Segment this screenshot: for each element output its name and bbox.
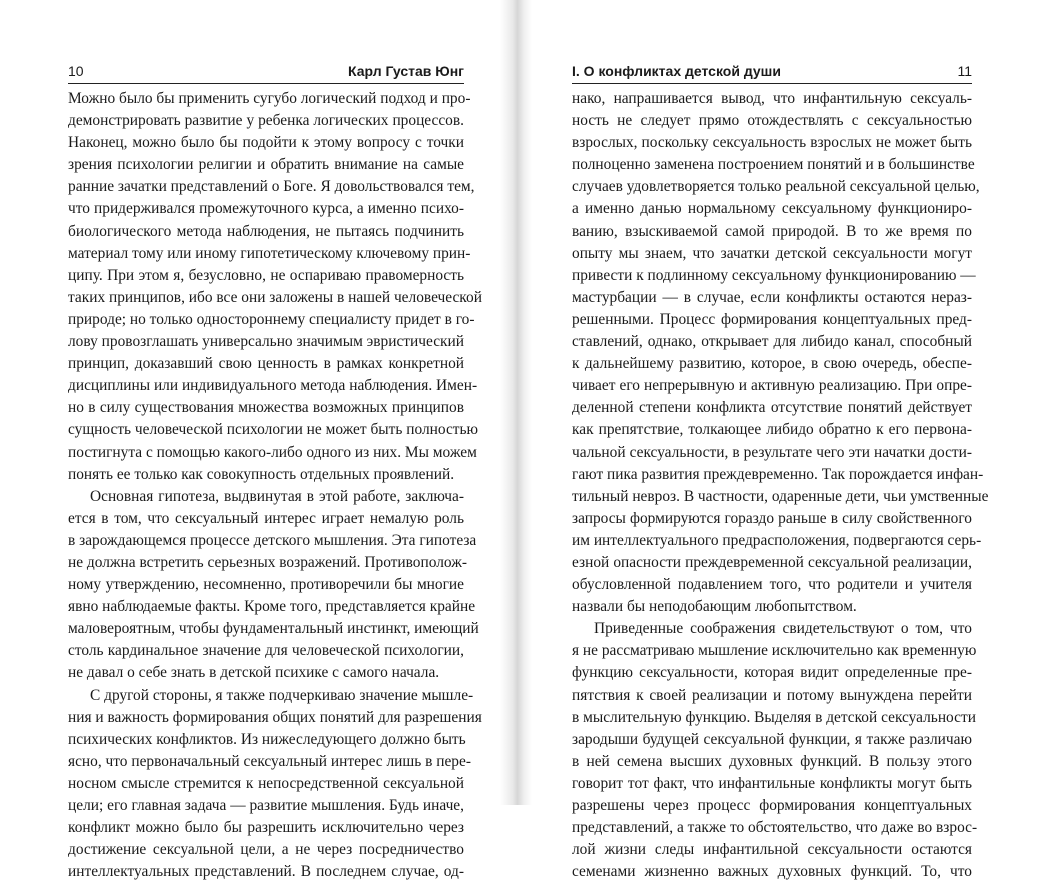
paragraph-start-line: Приведенные соображения свидетельствуют о том, что: [594, 620, 972, 638]
text-line: явно наблюдаемые факты. Кроме того, представляется крайне: [68, 598, 476, 616]
text-line: ность не следует прямо отождествлять с сексуальностью: [572, 112, 972, 130]
page-gutter: [500, 0, 532, 805]
text-line: ванию, взыскиваемой самой природой. В то же время по: [572, 222, 972, 240]
text-line: представлений, а также то обстоятельство, что даже во взрос-: [572, 819, 978, 837]
text-line: природе; но только одностороннему специалисту придет в го-: [68, 310, 475, 328]
text-line: постигнута с помощью какого-либо одного из них. Мы можем: [68, 443, 477, 461]
text-line: но в силу существования множества возможных принципов: [68, 399, 464, 417]
text-line: чивает его непрерывную и активную реализацию. При опре-: [572, 377, 972, 395]
left-page-body: [68, 88, 482, 883]
text-line: ставлений, однако, открывает для либидо канал, способный: [572, 333, 972, 351]
text-line: семенами жизненно важных духовных функций. То, что: [572, 863, 972, 881]
text-line: демонстрировать развитие у ребенка логических процессов.: [68, 112, 464, 130]
text-line: дисциплины или индивидуального метода наблюдения. Имен-: [68, 377, 478, 395]
text-line: взрослых, поскольку сексуальность взрослых не может быть: [572, 134, 972, 152]
text-line: функцию сексуальности, которая видит определенные пре-: [572, 664, 972, 682]
text-line: биологического метода наблюдения, не пытаясь подчинить: [68, 222, 464, 240]
text-line: езной опасности преждевременной сексуальной реализации,: [572, 553, 972, 571]
text-line: мастурбации — в случае, если конфликты остаются нераз-: [572, 288, 972, 306]
text-line: случаев удовлетворяется только реальной сексуальной целью,: [572, 178, 980, 196]
text-line: лову провозглашать универсально значимым эвристический: [68, 333, 464, 351]
text-line: назвали бы неподобающим любопытством.: [572, 598, 857, 616]
text-line: не должна встретить серьезных возражений. Противополож-: [68, 553, 467, 571]
text-line: конфликт можно было бы разрешить исключительно через: [68, 819, 464, 837]
right-page-header: [572, 62, 972, 84]
text-line: пятствия к своей реализации и потому вынуждена перейти: [572, 686, 972, 704]
right-page: [572, 0, 989, 881]
text-line: опыту мы знаем, что зачатки детской сексуальности могут: [572, 244, 972, 262]
text-line: что придерживался промежуточного курса, а именно психо-: [68, 200, 464, 218]
text-line: зародыши будущей сексуальной функции, я также различаю: [572, 730, 972, 748]
text-line: Наконец, можно было бы подойти к этому вопросу с точки: [68, 134, 464, 152]
text-line: к дальнейшему развитию, которое, в свою очередь, обеспе-: [572, 355, 972, 373]
text-line: ному утверждению, несомненно, противоречили бы многие: [68, 576, 464, 594]
left-page: [68, 0, 482, 881]
running-header: Карл Густав Юнг: [348, 63, 464, 79]
text-line: принцип, доказавший свою ценность в рамках конкретной: [68, 355, 464, 373]
text-line: тильный невроз. В частности, одаренные дети, чьи умственные: [572, 487, 989, 505]
right-page-body: [572, 88, 989, 883]
text-line: в мыслительную функцию. Выделяя в детской сексуальности: [572, 708, 976, 726]
text-line: чальной сексуальности, в результате чего эти начатки дости-: [572, 443, 972, 461]
text-line: психических конфликтов. Из нижеследующего должно быть: [68, 730, 466, 748]
text-line: Можно было бы применить сугубо логический подход и про-: [68, 90, 471, 107]
text-line: решенными. Процесс формирования концептуальных пред-: [572, 310, 972, 328]
text-line: достижение сексуальной цели, а не через посредничество: [68, 841, 464, 859]
text-line: полноценно заменена построением понятий и в большинстве: [572, 156, 975, 174]
text-line: им интеллектуального предрасположения, подвергаются серь-: [572, 531, 982, 549]
text-line: таких принципов, ибо все они заложены в нашей человеческой: [68, 288, 482, 306]
text-line: запросы формируются гораздо раньше в силу свойственного: [572, 509, 972, 527]
text-line: говорит тот факт, что инфантильные конфликты могут быть: [572, 774, 972, 792]
text-line: не давал о себе знать в детской психике с самого начала.: [68, 664, 440, 682]
text-line: ется в том, что сексуальный интерес играет немалую роль: [68, 509, 464, 527]
page-number: 11: [957, 63, 972, 79]
text-line: зрения психологии религии и обратить внимание на самые: [68, 156, 464, 174]
paragraph-start-line: Основная гипотеза, выдвинутая в этой работе, заключа-: [90, 487, 464, 505]
text-line: ранние зачатки представлений о Боге. Я довольствовался тем,: [68, 178, 475, 196]
text-line: цели; его главная задача — развитие мышления. Будь иначе,: [68, 797, 464, 814]
text-line: разрешены через процесс формирования концептуальных: [572, 797, 972, 814]
text-line: деленной степени конфликта отсутствие понятий действует: [572, 399, 972, 417]
text-line: обусловленной подавлением того, что родители и учителя: [572, 576, 972, 594]
left-page-header: [68, 62, 464, 84]
text-line: сущность человеческой психологии не может быть полностью: [68, 421, 479, 439]
text-line: столь кардинальное значение для человеческой психологии,: [68, 642, 464, 660]
text-line: гают пика развития преждевременно. Так порождается инфан-: [572, 465, 984, 483]
text-line: привести к подлинному сексуальному функционированию —: [572, 266, 976, 284]
text-line: материал тому или иному гипотетическому ключевому прин-: [68, 244, 471, 262]
text-line: в ней семена высших духовных функций. В пользу этого: [572, 752, 972, 770]
text-line: лой жизни следы инфантильной сексуальности остаются: [572, 841, 972, 859]
text-line: как препятствие, толкающее либидо обратно к его первона-: [572, 421, 972, 439]
text-line: интеллектуальных представлений. В последнем случае, од-: [68, 863, 464, 881]
text-line: нако, напрашивается вывод, что инфантильную сексуаль-: [572, 90, 972, 107]
text-line: носном смысле стремится к непосредственной сексуальной: [68, 774, 464, 792]
paragraph-start-line: С другой стороны, я также подчеркиваю значение мышле-: [90, 686, 474, 704]
text-line: а именно данью нормальному сексуальному функциониро-: [572, 200, 972, 218]
page-number: 10: [68, 63, 84, 79]
text-line: ния и важность формирования общих понятий для разрешения: [68, 708, 482, 726]
text-line: ципу. При этом я, безусловно, не оспариваю правомерность: [68, 266, 464, 284]
text-line: ясно, что первоначальный сексуальный интерес лишь в пере-: [68, 752, 471, 770]
running-header: I. О конфликтах детской души: [572, 63, 781, 79]
text-line: в зарождающемся процессе детского мышления. Эта гипотеза: [68, 531, 477, 549]
text-line: я не рассматриваю мышление исключительно как временную: [572, 642, 977, 660]
text-line: маловероятным, чтобы фундаментальный инстинкт, имеющий: [68, 620, 479, 638]
text-line: понять ее только как совокупность отдельных проявлений.: [68, 465, 455, 483]
